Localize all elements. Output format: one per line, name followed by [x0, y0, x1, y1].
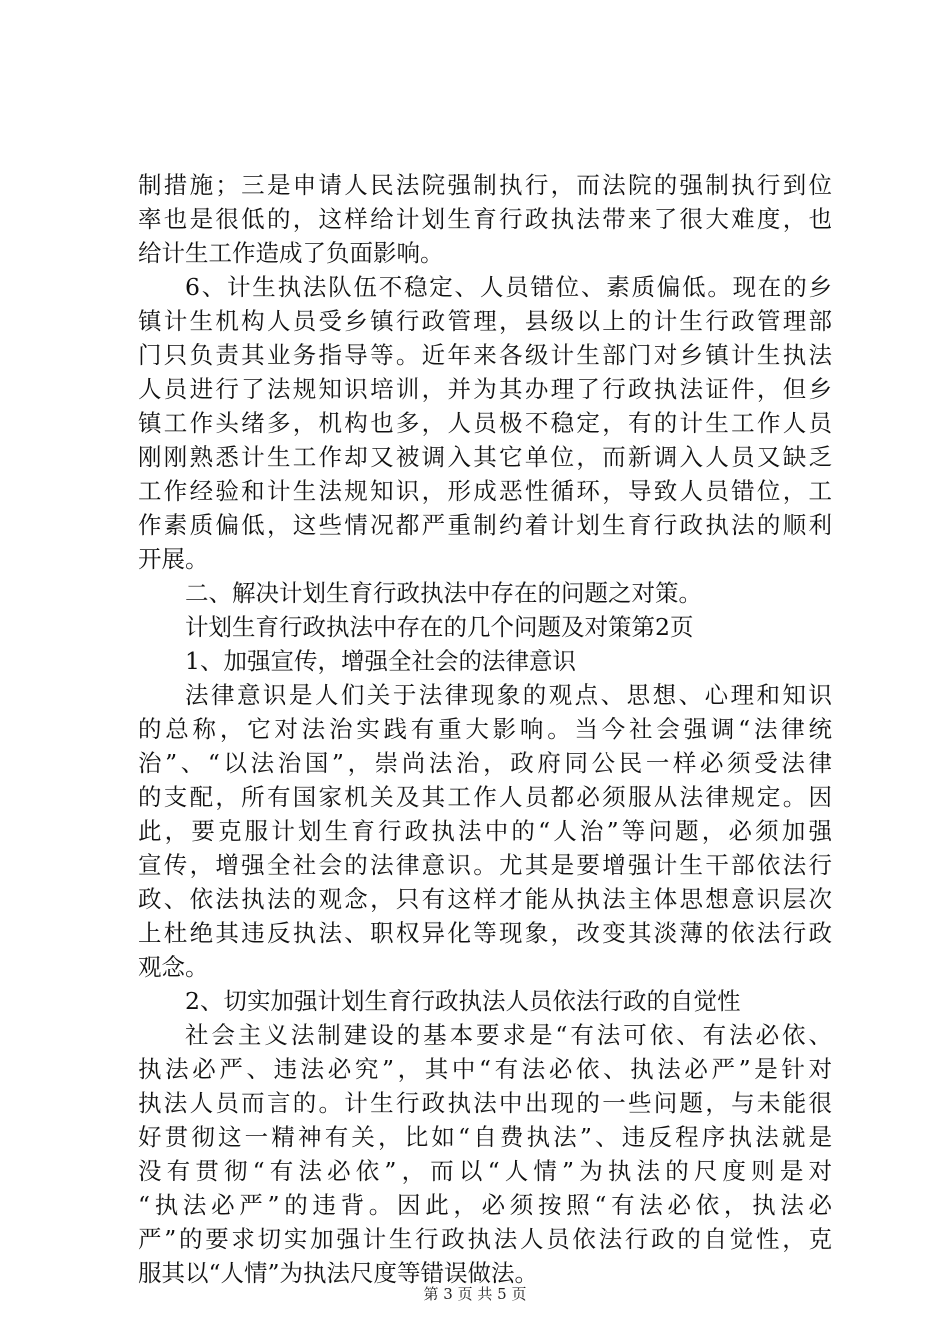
- text-line: 法律意识是人们关于法律现象的观点、思想、心理和知识: [185, 681, 832, 709]
- text-line: 开展。: [138, 545, 209, 573]
- text-line: 人员进行了法规知识培训，并为其办理了行政执法证件，但乡: [138, 375, 832, 403]
- text-line: 率也是很低的，这样给计划生育行政执法带来了很大难度，也: [138, 205, 832, 233]
- text-line: 1、加强宣传，增强全社会的法律意识: [185, 647, 576, 675]
- text-line: 没有贯彻“有法必依”，而以“人情”为执法的尺度则是对: [138, 1157, 832, 1185]
- text-line: 刚刚熟悉计生工作却又被调入其它单位，而新调入人员又缺乏: [138, 443, 832, 471]
- text-line: 的支配，所有国家机关及其工作人员都必须服从法律规定。因: [138, 783, 832, 811]
- text-line: 此，要克服计划生育行政执法中的“人治”等问题，必须加强: [138, 817, 832, 845]
- text-line: 镇工作头绪多，机构也多，人员极不稳定，有的计生工作人员: [138, 409, 832, 437]
- text-line: 工作经验和计生法规知识，形成恶性循环，导致人员错位，工: [138, 477, 832, 505]
- text-line: 社会主义法制建设的基本要求是“有法可依、有法必依、: [185, 1021, 832, 1049]
- text-line: 二、解决计划生育行政执法中存在的问题之对策。: [185, 579, 702, 607]
- text-line: 2、切实加强计划生育行政执法人员依法行政的自觉性: [185, 987, 741, 1015]
- text-line: 给计生工作造成了负面影响。: [138, 239, 444, 267]
- text-line: 的总称，它对法治实践有重大影响。当今社会强调“法律统: [138, 715, 832, 743]
- page-footer: 第 3 页 共 5 页: [423, 1285, 527, 1303]
- text-line: 执法必严、违法必究”，其中“有法必依、执法必严”是针对: [138, 1055, 832, 1083]
- text-line: 治”、“以法治国”，崇尚法治，政府同公民一样必须受法律: [138, 749, 832, 777]
- text-line: 宣传，增强全社会的法律意识。尤其是要增强计生干部依法行: [138, 851, 832, 879]
- text-line: 6、计生执法队伍不稳定、人员错位、素质偏低。现在的乡: [185, 273, 832, 301]
- text-line: 观念。: [138, 953, 209, 981]
- text-line: 制措施；三是申请人民法院强制执行，而法院的强制执行到位: [138, 171, 832, 199]
- text-line: 好贯彻这一精神有关，比如“自费执法”、违反程序执法就是: [138, 1123, 832, 1151]
- text-line: 作素质偏低，这些情况都严重制约着计划生育行政执法的顺利: [138, 511, 832, 539]
- text-line: 服其以“人情”为执法尺度等错误做法。: [138, 1259, 539, 1287]
- text-line: 政、依法执法的观念，只有这样才能从执法主体思想意识层次: [138, 885, 832, 913]
- text-line: 严”的要求切实加强计生行政执法人员依法行政的自觉性，克: [138, 1225, 832, 1253]
- text-line: 上杜绝其违反执法、职权异化等现象，改变其淡薄的依法行政: [138, 919, 832, 947]
- text-line: 执法人员而言的。计生行政执法中出现的一些问题，与未能很: [138, 1089, 832, 1117]
- text-line: 计划生育行政执法中存在的几个问题及对策第2页: [185, 613, 694, 641]
- body-text: [138, 168, 832, 1290]
- text-line: 门只负责其业务指导等。近年来各级计生部门对乡镇计生执法: [138, 341, 832, 369]
- text-line: 镇计生机构人员受乡镇行政管理，县级以上的计生行政管理部: [138, 307, 832, 335]
- text-line: “执法必严”的违背。因此，必须按照“有法必依，执法必: [138, 1191, 832, 1219]
